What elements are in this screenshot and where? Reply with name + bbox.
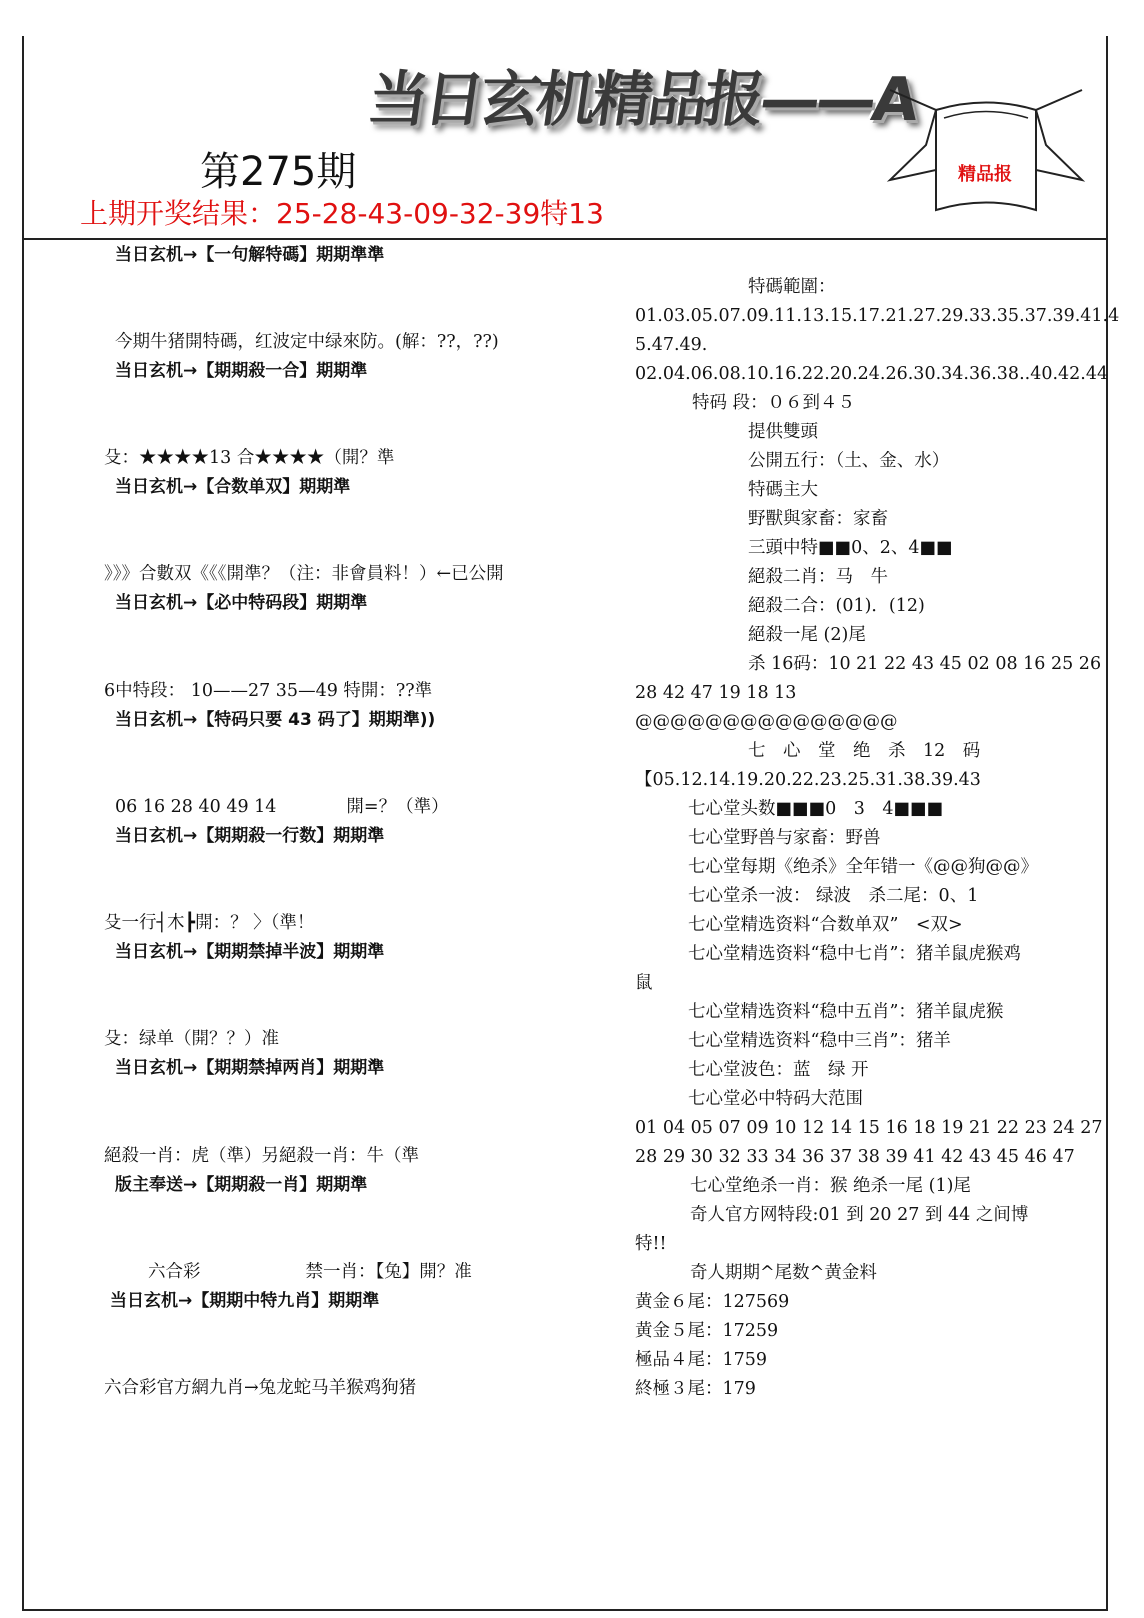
left-line: 当日玄机→【一句解特碼】期期準準 [115, 245, 385, 265]
left-line: 当日玄机→【特码只要 43 码了】期期準)) [115, 710, 436, 730]
right-line: 黄金６尾：127569 [635, 1292, 790, 1312]
issue-number: 第275期 [200, 149, 357, 195]
right-line: 特碼主大 [748, 480, 818, 500]
left-line: 当日玄机→【期期禁掉半波】期期準 [115, 942, 385, 962]
right-line: 杀 16码：10 21 22 43 45 02 08 16 25 26 [748, 654, 1102, 674]
right-line: 01.03.05.07.09.11.13.15.17.21.27.29.33.35.37.39.41.4 [635, 306, 1120, 326]
right-line: 七心堂头数■■■0 3 4■■■ [688, 799, 944, 819]
right-line: 七心堂每期《绝杀》全年错一《@@狗@@》 [688, 857, 1038, 877]
right-line: 奇人官方网特段:01 到 20 27 到 44 之间博 [690, 1205, 1029, 1225]
left-line: 当日玄机→【期期殺一合】期期準 [115, 361, 368, 381]
last-result: 上期开奖结果：25-28-43-09-32-39特13 [80, 197, 604, 230]
right-line: 七心堂波色：蓝 绿 开 [688, 1060, 869, 1080]
left-line: 絕殺一肖：虎（準）另絕殺一肖：牛（準 [104, 1146, 419, 1166]
left-line: 06 16 28 40 49 14 開=？（準） [115, 797, 449, 817]
right-line: 28 42 47 19 18 13 [635, 683, 797, 703]
right-line: 02.04.06.08.10.16.22.20.24.26.30.34.36.38..40.42.44 [635, 364, 1109, 384]
right-line: 黄金５尾：17259 [635, 1321, 779, 1341]
left-line: 六合彩 禁一肖：【兔】開？准 [148, 1262, 472, 1282]
banner-title: 当日玄机精品报——A [363, 65, 920, 135]
page-frame [22, 36, 1108, 1611]
left-line: 6中特段： 10——27 35—49 特開：??準 [104, 681, 433, 701]
left-line: 当日玄机→【期期殺一行数】期期準 [115, 826, 385, 846]
left-line: 殳一行┤木┣開：？ 〉（準！ [104, 913, 315, 933]
right-line: 特!! [635, 1234, 667, 1254]
right-line: 七 心 堂 绝 杀 12 码 [748, 741, 981, 761]
left-line: 殳：绿单（開？？）准 [104, 1029, 279, 1049]
right-line: 特码 段：０６到４５ [692, 393, 856, 413]
right-line: 奇人期期^尾数^黄金料 [690, 1263, 877, 1283]
emblem-label: 精品报 [958, 164, 1012, 185]
left-line: 当日玄机→【必中特码段】期期準 [115, 593, 368, 613]
divider [22, 238, 1108, 240]
right-line: 01 04 05 07 09 10 12 14 15 16 18 19 21 22 23 24 27 [635, 1118, 1103, 1138]
right-line: 絕殺二合：(01)．(12) [748, 596, 925, 616]
right-line: 極品４尾：1759 [635, 1350, 768, 1370]
right-line: @@@@@@@@@@@@@@@ [635, 712, 898, 732]
left-line: 殳：★★★★13 合★★★★（開？準 [104, 448, 395, 468]
right-line: 特碼範圍： [748, 277, 836, 297]
left-line: 》》》合數双《《《開準？（注：非會員料！）←已公開 [104, 564, 504, 584]
left-line: 六合彩官方網九肖→兔龙蛇马羊猴鸡狗猪 [104, 1378, 417, 1398]
right-line: 七心堂杀一波： 绿波 杀二尾：0、1 [688, 886, 979, 906]
right-line: 七心堂精选资料“合数单双” <双> [688, 915, 963, 935]
right-line: 【05.12.14.19.20.22.23.25.31.38.39.43 [635, 770, 981, 790]
right-line: 28 29 30 32 33 34 36 37 38 39 41 42 43 45 46 47 [635, 1147, 1075, 1167]
right-line: 七心堂精选资料“稳中七肖”：猪羊鼠虎猴鸡 [688, 944, 1021, 964]
right-line: 絕殺一尾 (2)尾 [748, 625, 866, 645]
right-line: 鼠 [635, 973, 653, 993]
right-line: 七心堂野兽与家畜：野兽 [688, 828, 881, 848]
left-line: 当日玄机→【期期禁掉两肖】期期準 [115, 1058, 385, 1078]
right-line: 七心堂必中特码大范围 [688, 1089, 863, 1109]
left-line: 版主奉送→【期期殺一肖】期期準 [115, 1175, 368, 1195]
right-line: 七心堂绝杀一肖：猴 绝杀一尾 (1)尾 [690, 1176, 971, 1196]
right-line: 七心堂精选资料“稳中五肖”：猪羊鼠虎猴 [688, 1002, 1004, 1022]
right-line: 三頭中特■■0、2、4■■ [748, 538, 953, 558]
left-line: 当日玄机→【合数单双】期期準 [115, 477, 351, 497]
right-line: 提供雙頭 [748, 422, 818, 442]
right-line: 公開五行：（土、金、水） [748, 451, 950, 471]
left-line: 当日玄机→【期期中特九肖】期期準 [110, 1291, 380, 1311]
scroll-emblem-icon [886, 70, 1086, 230]
right-line: 絕殺二肖：马 牛 [748, 567, 888, 587]
right-line: 5.47.49. [635, 335, 708, 355]
right-line: 終極３尾：179 [635, 1379, 756, 1399]
right-line: 野獸與家畜：家畜 [748, 509, 888, 529]
left-line: 今期牛猪開特碼，红波定中绿來防。(解：??，??) [115, 332, 499, 352]
right-line: 七心堂精选资料“稳中三肖”：猪羊 [688, 1031, 951, 1051]
